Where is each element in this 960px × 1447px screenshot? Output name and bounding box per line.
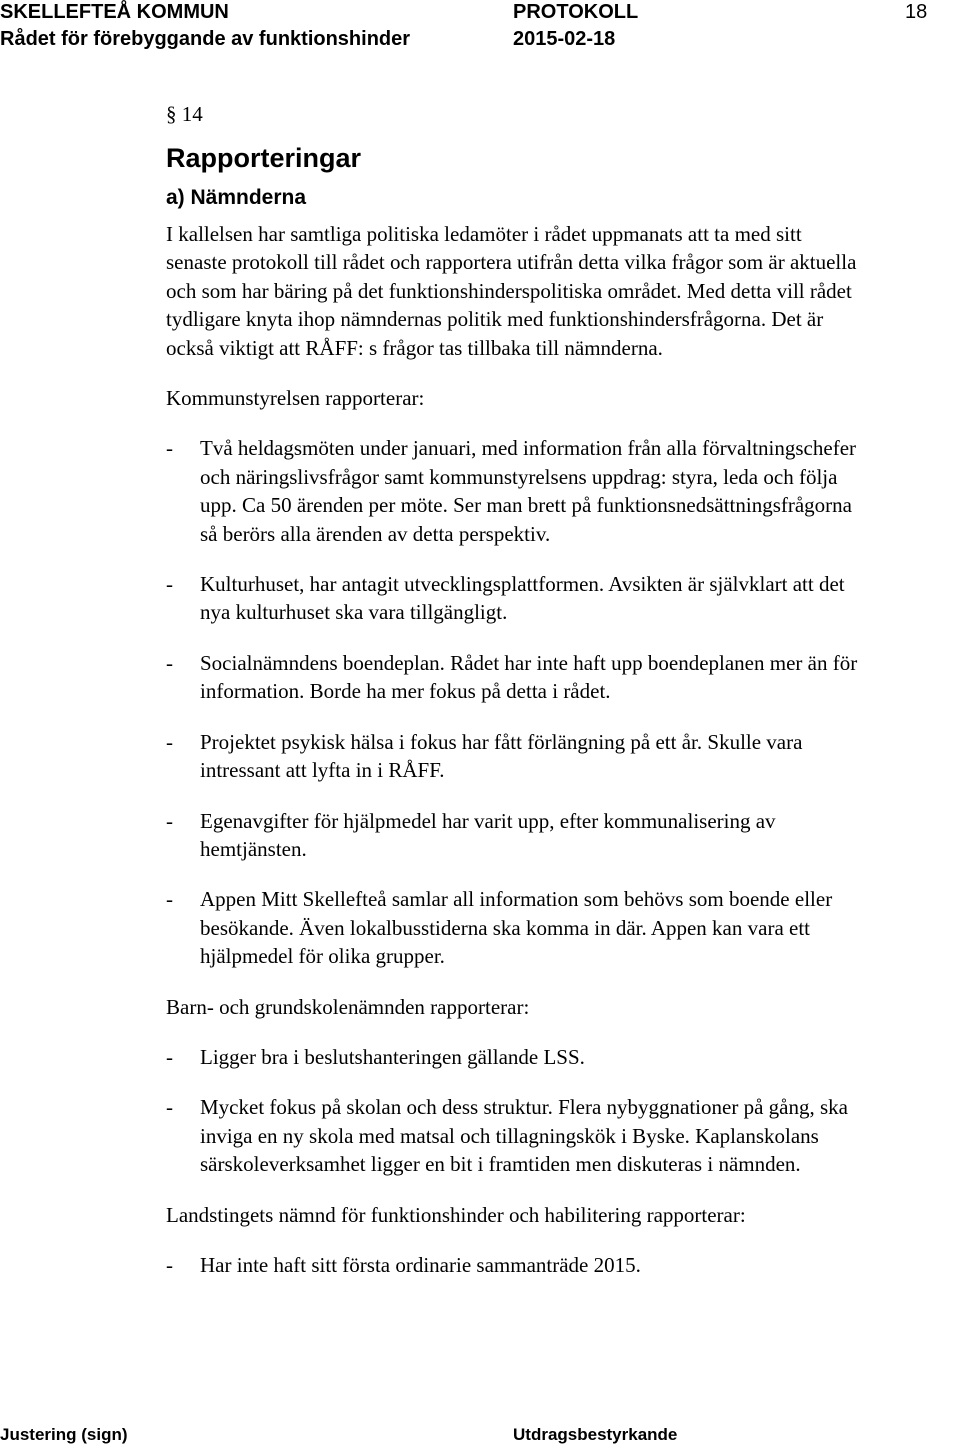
list-item: - Appen Mitt Skellefteå samlar all information som behövs som boende eller besökande. Även lokalbusstiderna ska komma in där. Appen kan vara ett hjälpmedel för olika grupper.	[166, 887, 833, 969]
header-date: 2015-02-18	[513, 28, 616, 50]
list-item: - Ligger bra i beslutshanteringen gällande LSS.	[166, 1044, 585, 1069]
list-item: - Kulturhuset, har antagit utvecklingsplattformen. Avsikten är självklart att det nya kulturhuset ska vara tillgängligt.	[166, 572, 845, 625]
intro-paragraph: I kallelsen har samtliga politiska ledamöter i rådet uppmanats att ta med sitt senaste protokoll till rådet och rapportera utifrån detta vilka frågor som är aktuella och som har bäring på det funktionshinderspolitiska området. Med detta vill rådet tydligare knyta ihop nämndernas politik med funktionshindersfrågorna. Det är också viktigt att RÅFF: s frågor tas tillbaka till nämnderna.	[166, 222, 857, 360]
list-item: - Egenavgifter för hjälpmedel har varit upp, efter kommunalisering av hemtjänsten.	[166, 808, 776, 861]
header-org: SKELLEFTEÅ KOMMUN	[0, 1, 229, 23]
list-item: - Mycket fokus på skolan och dess struktur. Flera nybyggnationer på gång, ska inviga en ny skola med matsal och tillagningskök i Byske. Kaplanskolans särskoleverksamhet ligger en bit i framtiden men diskuteras i nämnden.	[166, 1095, 848, 1177]
section-number: § 14	[166, 102, 203, 126]
list-item: - Socialnämndens boendeplan. Rådet har inte haft upp boendeplanen mer än för information. Borde ha mer fokus på detta i rådet.	[166, 650, 858, 704]
section-title: Rapporteringar	[166, 143, 362, 173]
group-label-barn-grundskolenamnden: Barn- och grundskolenämnden rapporterar:	[166, 994, 530, 1019]
list-barn-grundskolenamnden	[166, 1043, 866, 1179]
header-page-number: 18	[905, 1, 928, 23]
list-landstinget	[166, 1251, 866, 1279]
footer-extract-label: Utdragsbestyrkande	[513, 1425, 678, 1444]
group-label-kommunstyrelsen: Kommunstyrelsen rapporterar:	[166, 386, 425, 411]
group-label-landstinget: Landstingets nämnd för funktionshinder och habilitering rapporterar:	[166, 1202, 746, 1227]
list-kommunstyrelsen	[166, 434, 866, 970]
list-item: - Projektet psykisk hälsa i fokus har fått förlängning på ett år. Skulle vara intressant att lyfta in i RÅFF.	[166, 729, 803, 783]
header-council: Rådet för förebyggande av funktionshinder	[0, 28, 411, 50]
list-item: - Två heldagsmöten under januari, med information från alla förvaltningschefer och näringslivsfrågor samt kommunstyrelsens uppdrag: styra, leda och följa upp. Ca 50 ärenden per möte. Ser man brett på funktionsnedsättningsfrågorna så berörs alla ärenden av detta perspektiv.	[166, 436, 857, 546]
header-doc-type: PROTOKOLL	[513, 1, 639, 23]
section-subtitle: a) Nämnderna	[166, 186, 307, 209]
list-item: - Har inte haft sitt första ordinarie sammanträde 2015.	[166, 1252, 641, 1277]
footer-signature-label: Justering (sign)	[0, 1425, 128, 1444]
main-content	[166, 100, 866, 1279]
